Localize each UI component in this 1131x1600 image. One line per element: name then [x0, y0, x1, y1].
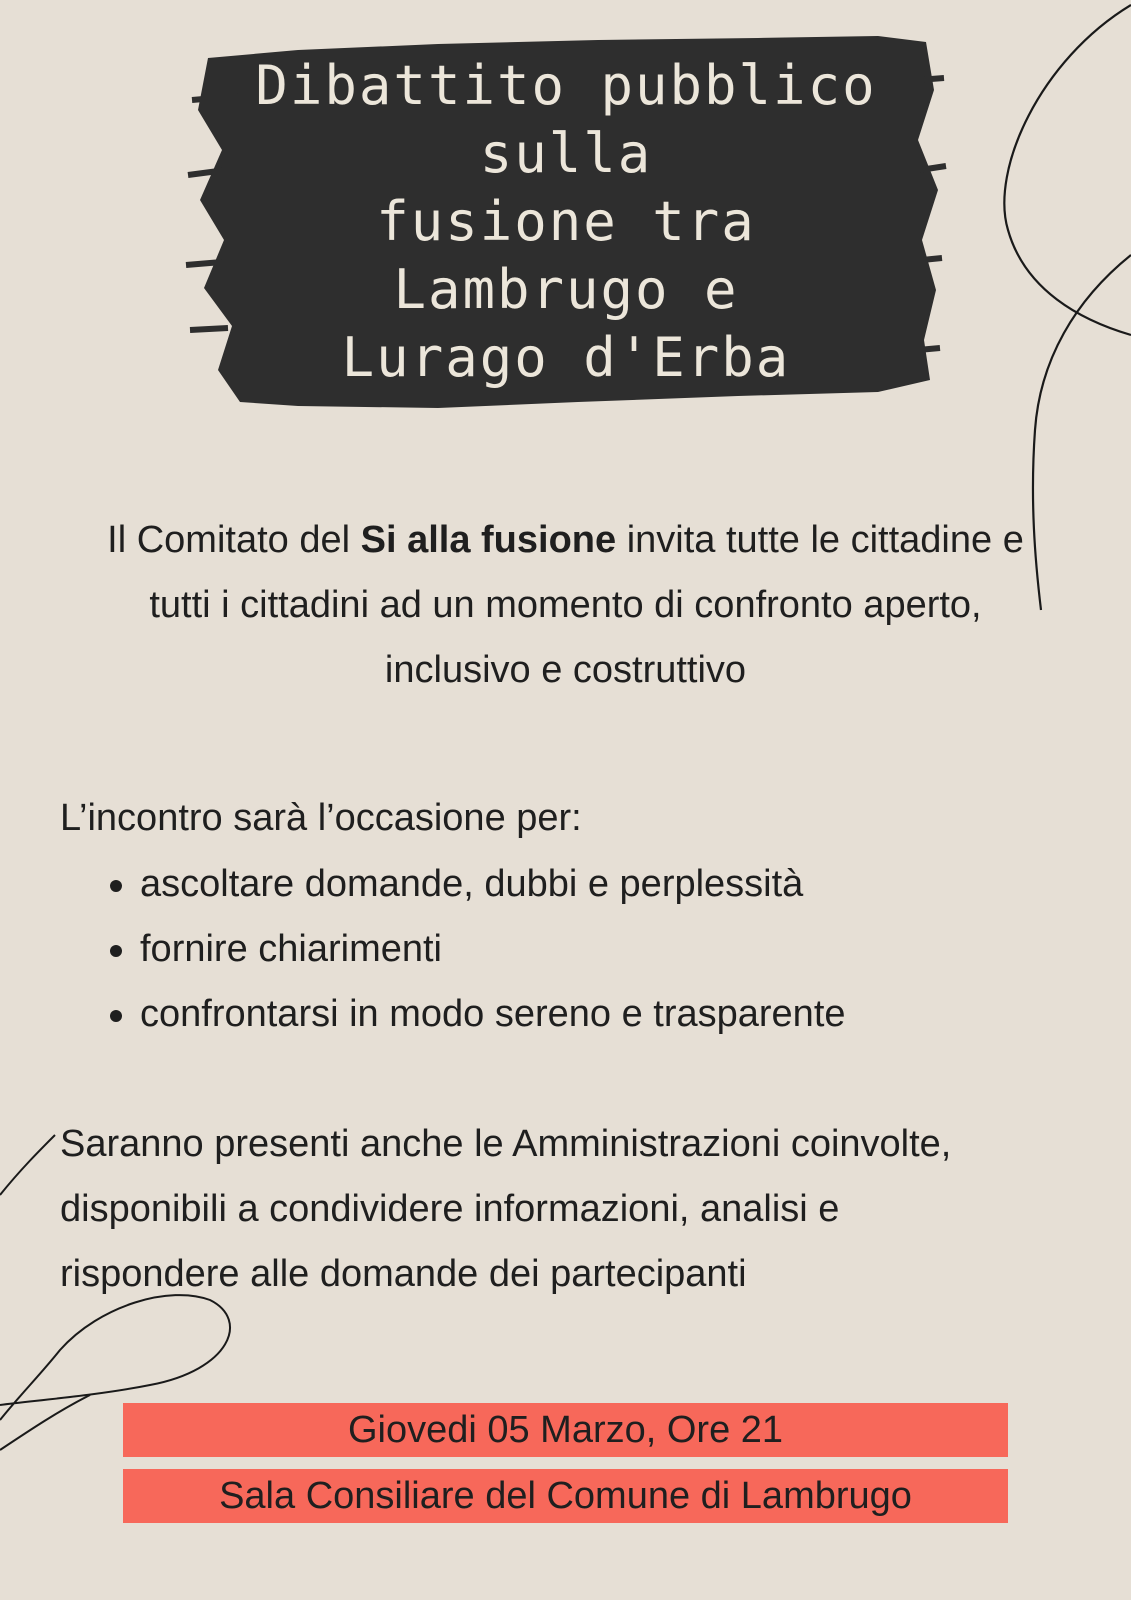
- closing-line: rispondere alle domande dei partecipanti: [60, 1253, 747, 1295]
- list-item: [105, 852, 846, 917]
- list-item-text: ascoltare domande, dubbi e perplessità: [140, 863, 804, 905]
- lead-text: L’incontro sarà l’occasione per:: [60, 797, 582, 839]
- page-title: Dibattito pubblico sulla fusione tra Lambrugo e Lurago d'Erba: [255, 54, 877, 389]
- closing-paragraph: [60, 1112, 1120, 1307]
- bullet-icon: [110, 1010, 122, 1022]
- intro-text-before: Il Comitato del: [107, 519, 361, 561]
- list-item-text: fornire chiarimenti: [140, 928, 442, 970]
- list-item: [105, 917, 846, 982]
- event-place-banner: Sala Consiliare del Comune di Lambrugo: [123, 1469, 1008, 1523]
- intro-text-after: invita tutte le cittadine e tutti i cittadini ad un momento di confronto aperto, inclusivo e costruttivo: [149, 519, 1024, 691]
- list-item: [105, 982, 846, 1047]
- event-date-banner: Giovedi 05 Marzo, Ore 21: [123, 1403, 1008, 1457]
- intro-paragraph: [100, 508, 1031, 703]
- bullet-icon: [110, 880, 122, 892]
- list-item-text: confrontarsi in modo sereno e trasparente: [140, 993, 846, 1035]
- bullet-list: [105, 852, 846, 1047]
- closing-line: disponibili a condividere informazioni, analisi e: [60, 1188, 840, 1230]
- closing-line: Saranno presenti anche le Amministrazioni coinvolte,: [60, 1123, 952, 1165]
- bullet-icon: [110, 945, 122, 957]
- intro-text-bold: Si alla fusione: [360, 519, 617, 561]
